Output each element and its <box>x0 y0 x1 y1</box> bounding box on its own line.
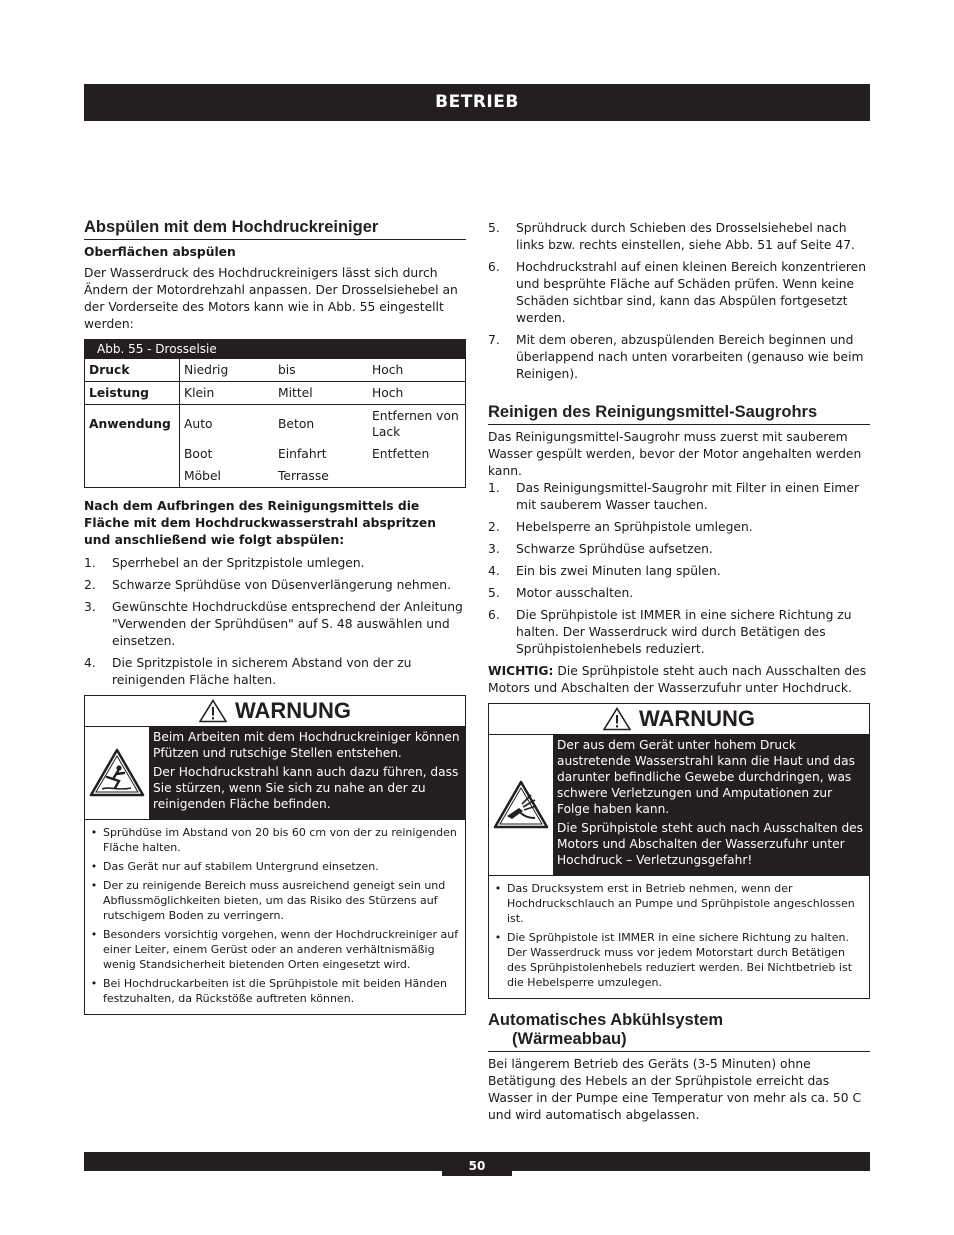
table-cell: Terrasse <box>278 469 329 483</box>
list-item: 6. Hochdruckstrahl auf einen kleinen Bereich konzentrieren und besprühte Fläche auf Schäden prüfen. Wenn keine Schäden sichtbar sind, kann das Abspülen fortgesetzt werden. <box>488 260 867 325</box>
table-cell: Mittel <box>274 382 368 405</box>
list-item: 5. Motor ausschalten. <box>488 586 634 600</box>
warning-text-dark: Der aus dem Gerät unter hohem Druck austretende Wasserstrahl kann die Haut und das darunter befindliche Gewebe durchdringen, was schwere Verletzungen und Amputationen zur Folge haben kann. Die Sprühpistole steht auch nach Ausschalten des Motors und Abschalten der Wasserzufuhr unter Hochdruck – Verletzungsgefahr! <box>553 735 869 875</box>
suction-tube-steps <box>488 480 870 658</box>
list-item: 6. Die Sprühpistole ist IMMER in eine sichere Richtung zu halten. Der Wasserdruck wird durch Betätigen des Sprühpistolenhebels reduziert. <box>488 608 852 656</box>
table-cell: Auto <box>180 405 275 444</box>
surfaces-subheading: Oberflächen abspülen <box>84 245 236 259</box>
table-cell: Möbel <box>184 469 221 483</box>
list-item: • Sprühdüse im Abstand von 20 bis 60 cm von der zu reinigenden Fläche halten. <box>90 826 457 854</box>
section-header <box>84 84 870 121</box>
table-cell: Entfetten <box>372 447 430 461</box>
list-item: 1. Das Reinigungsmittel-Saugrohr mit Filter in einen Eimer mit sauberem Wasser tauchen. <box>488 481 860 512</box>
warning-bullets <box>489 876 869 998</box>
warning-title: WARNUNG <box>489 704 869 734</box>
list-item: 1. Sperrhebel an der Spritzpistole umlegen. <box>84 556 365 570</box>
list-item: 4. Die Spritzpistole in sicherem Abstand von der zu reinigenden Fläche halten. <box>84 656 412 687</box>
rinse-instruction: Nach dem Aufbringen des Reinigungsmittels die Fläche mit dem Hochdruckwasserstrahl abspritzen und anschließend wie folgt abspülen: <box>84 499 437 547</box>
warning-bullets <box>85 820 465 1014</box>
table-cell: Klein <box>180 382 275 405</box>
rinse-intro: Der Wasserdruck des Hochdruckreinigers lässt sich durch Ändern der Motordrehzahl anpassen. Der Drosselsiehebel an der Vorderseite des Motors kann wie in Abb. 55 eingestellt werden: <box>84 266 458 331</box>
rinse-steps <box>84 555 466 689</box>
list-item: 3. Schwarze Sprühdüse aufsetzen. <box>488 542 713 556</box>
table-row-label: Druck <box>85 359 180 382</box>
list-item: • Das Drucksystem erst in Betrieb nehmen, wenn der Hochdruckschlauch an Pumpe und Sprühpistole angeschlossen ist. <box>494 882 855 925</box>
page-number: 50 <box>442 1152 512 1176</box>
rinse-steps-continued <box>488 220 870 383</box>
section-title: BETRIEB <box>435 92 519 112</box>
table-row-label: Anwendung <box>85 405 180 444</box>
cooling-system-text: Bei längerem Betrieb des Geräts (3-5 Minuten) ohne Betätigung des Hebels an der Sprühpistole erreicht das Wasser in der Pumpe eine Temperatur von mehr als ca. 50 C und wird automatisch abgelassen. <box>488 1057 862 1122</box>
injection-warning-box <box>488 703 870 999</box>
list-item: 4. Ein bis zwei Minuten lang spülen. <box>488 564 721 578</box>
injection-hazard-icon <box>489 735 553 875</box>
table-cell: bis <box>278 363 296 377</box>
list-item: • Bei Hochdruckarbeiten ist die Sprühpistole mit beiden Händen festzuhalten, da Rückstöße auftreten können. <box>90 977 447 1005</box>
list-item: • Der zu reinigende Bereich muss ausreichend geneigt sein und Abflussmöglichkeiten bieten, um das Risiko des Stürzens auf rutschigem Boden zu verringern. <box>90 879 446 922</box>
table-row-label <box>85 465 180 487</box>
list-item: • Das Gerät nur auf stabilem Untergrund einsetzen. <box>90 860 379 873</box>
warning-text-dark: Beim Arbeiten mit dem Hochdruckreiniger können Pfützen und rutschige Stellen entstehen. Der Hochdruckstrahl kann auch dazu führen, dass Sie stürzen, wenn Sie sich zu nahe an der zu reinigenden Fläche befinden. <box>149 727 465 819</box>
warning-triangle-icon <box>199 699 227 723</box>
list-item: 7. Mit dem oberen, abzuspülenden Bereich beginnen und überlappend nach unten vorarbeiten (genauso wie beim Reinigen). <box>488 333 864 381</box>
rinse-heading: Abspülen mit dem Hochdruckreiniger <box>84 218 466 240</box>
suction-tube-heading: Reinigen des Reinigungsmittel-Saugrohrs <box>488 403 870 425</box>
suction-tube-intro: Das Reinigungsmittel-Saugrohr muss zuerst mit sauberem Wasser gespült werden, bevor der Motor angehalten werden kann. <box>488 430 862 478</box>
table-cell: Hoch <box>368 382 465 405</box>
warning-triangle-icon <box>603 707 631 731</box>
warning-title: WARNUNG <box>85 696 465 726</box>
list-item: • Die Sprühpistole ist IMMER in eine sichere Richtung zu halten. Der Wasserdruck muss vor jedem Motorstart durch Betätigen des Sprühpistolenhebels reduziert werden. Bei Nichtbetrieb ist die Hebelsperre umzulegen. <box>494 931 853 989</box>
list-item: 2. Hebelsperre an Sprühpistole umlegen. <box>488 520 753 534</box>
list-item: • Besonders vorsichtig vorgehen, wenn der Hochdruckreiniger auf einer Leiter, einem Gerüst oder an anderen verhältnismäßig wenig Standsicherheit bietenden Orten eingesetzt wird. <box>90 928 459 971</box>
left-column <box>84 218 466 1015</box>
table-cell: Hoch <box>372 363 404 377</box>
slip-hazard-icon <box>85 727 149 819</box>
table-cell: Niedrig <box>184 363 229 377</box>
table-row-label: Leistung <box>85 382 180 405</box>
table-cell: Boot <box>184 447 213 461</box>
list-item: 2. Schwarze Sprühdüse von Düsenverlängerung nehmen. <box>84 578 451 592</box>
right-column <box>488 220 870 1124</box>
important-note: WICHTIG: Die Sprühpistole steht auch nach Ausschalten des Motors und Abschalten der Wasserzufuhr unter Hochdruck. <box>488 664 867 695</box>
table-cell: Beton <box>274 405 368 444</box>
table-caption: Abb. 55 - Drosselsie <box>85 340 465 359</box>
table-cell <box>368 465 465 487</box>
table-cell: Einfahrt <box>278 447 327 461</box>
slip-warning-box <box>84 695 466 1015</box>
list-item: 3. Gewünschte Hochdruckdüse entsprechend der Anleitung "Verwenden der Sprühdüsen" auf S. 48 auswählen und einsetzen. <box>84 600 463 648</box>
throttle-table <box>84 339 466 488</box>
table-cell: Entfernen von Lack <box>368 405 465 444</box>
table-row-label <box>85 443 180 465</box>
list-item: 5. Sprühdruck durch Schieben des Drosselsiehebel nach links bzw. rechts einstellen, siehe Abb. 51 auf Seite 47. <box>488 221 855 252</box>
cooling-system-heading: Automatisches Abkühlsystem (Wärmeabbau) <box>488 1011 870 1052</box>
